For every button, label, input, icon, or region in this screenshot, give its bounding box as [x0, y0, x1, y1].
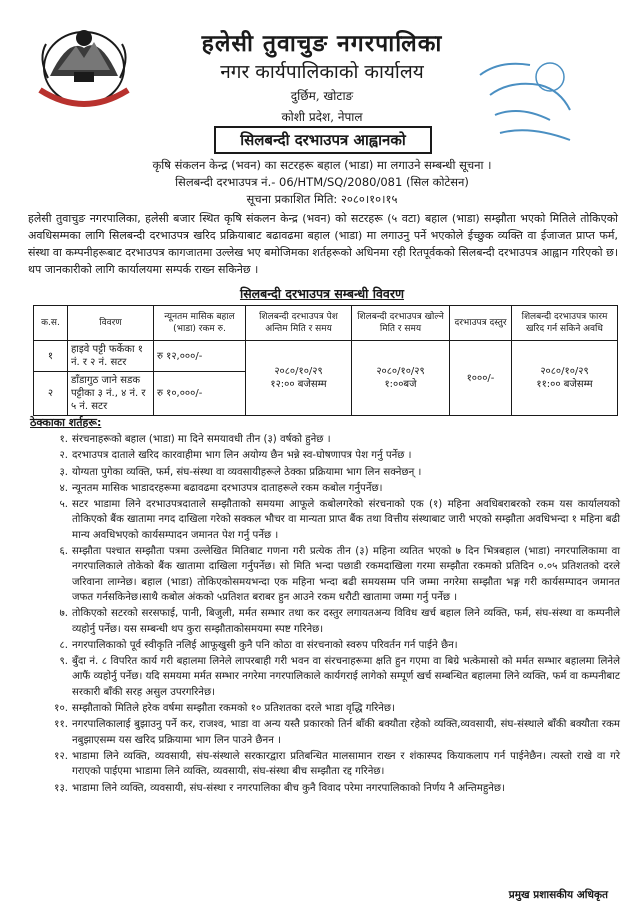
term-number: १.	[59, 434, 68, 445]
term-number: ६.	[59, 546, 68, 558]
submit-deadline-cell	[246, 341, 352, 416]
list-item	[28, 448, 620, 463]
row-min-rent: रु १०,०००/-	[154, 372, 246, 416]
term-text: योग्यता पुगेका व्यक्ति, फर्म, संघ-संस्था वा व्यवसायीहरूले ठेक्का प्रक्रियामा भाग लिन सक्नेछन् ।	[72, 466, 422, 478]
open-time: १:००बजे	[384, 379, 417, 390]
term-text: सम्झौता पश्चात सम्झौता पत्रमा उल्लेखित मितिबाट गणना गरी प्रत्येक तीन (३) महिना व्यतित भएको ७ दिन भित्रबहाल (भाडा) नगरपालिकामा वा नगरपालिकाले तोकेको बैंक खातामा दाखिला गर्नुपर्नेछ। सो मिति भन्दा पछाडी रकमदाखिला गरमा सम्झौता रकमको प्रतिदिन ०.०५ प्रतिशतको दरले जरिवाना लाग्नेछ। बहाल (भाडा) तोकिएकोसमयभन्दा एक महिना भन्दा बढी समयसम्म पनि जम्मा नगरेमा सम्झौता भङ्ग गरी कार्यसम्पादन जमानत जफत गर्नसकिनेछ।साथै कबोल अंकको ५प्रतिशत बराबर हुन आउने रकम धरौटी खातामा जम्मा गर्नु पर्नेछ ।	[72, 546, 620, 603]
term-number: ८.	[59, 639, 68, 651]
list-item	[28, 544, 620, 605]
row-sn: १	[34, 341, 68, 372]
list-item	[28, 481, 620, 496]
term-text: संरचनाहरूको बहाल (भाडा) मा दिने समयावधी तीन (३) वर्षको हुनेछ ।	[72, 434, 331, 445]
office-location: दुर्छिम, खोटाङ	[290, 89, 354, 103]
term-number: १२.	[54, 750, 68, 762]
row-min-rent: रु १२,०००/-	[154, 341, 246, 372]
term-text: तोकिएको सटरको सरसफाई, पानी, बिजुली, मर्मत सम्भार तथा कर दस्तुर लगायतअन्य विविध खर्च बहाल लिने व्यक्ति, फर्म, संघ-संस्था वा कम्पनीले व्यहोर्नु पर्नेछ। यस सम्बन्धी थप कुरा सम्झौताकोसमयमा स्पष्ट गरिनेछ।	[72, 608, 620, 635]
open-date: २०८०/१०/२९	[376, 366, 425, 377]
term-number: १३.	[54, 782, 68, 794]
term-text: बुँदा नं. ८ विपरित कार्य गरी बहालमा लिनेले लापरबाही गरी भवन वा संरचनाहरूमा क्षति हुन गएमा वा बिग्रे भत्केमासो को मर्मत सम्भार बहालमा लिनेले आफैं व्यहोर्नु पर्नेछ। यदि समयमा मर्मत सम्भार नगरेमा नगरपालिकाले कार्यगराई लागेको सम्पूर्ण खर्च सम्बन्धित बहालमा लिने व्यक्ति, फर्म वा कम्पनीबाट सरकारी बाँकी सरह असुल उपरगरिनेछ।	[72, 656, 620, 698]
list-item	[28, 432, 620, 447]
term-text: सटर भाडामा लिने दरभाउपत्रदाताले सम्झौताको समयमा आफूले कबोलगरेको संरचनाको एक (१) महिना अवधिबराबरको रकम यस कार्यालयको तोकिएको बैंक खातामा नगद दाखिला गरेको सक्कल भौचर वा मान्यता प्राप्त बैंक तथा वित्तीय संस्थाबाट जारी भएको सम्झौता अवधिभन्दा १ महिना बढी मान्य अवधिभएको कार्यसम्पादन जमानत पेश गर्नु पर्नेछ ।	[72, 499, 620, 541]
bid-details-table	[33, 305, 618, 416]
col-header-description: विवरण	[68, 306, 154, 341]
signatory-title: प्रमुख प्रशासकीय अधिकृत	[508, 889, 608, 901]
row-description: हाइवे पट्टी फर्केका १ नं. र २ नं. सटर	[68, 341, 154, 372]
col-header-submit-deadline: शिलबन्दी दरभाउपत्र पेश अन्तिम मिति र समय	[246, 306, 352, 341]
col-header-min-rent: न्यूनतम मासिक बहाल (भाडा) रकम रु.	[154, 306, 246, 341]
term-text: सम्झौताको मितिले हरेक वर्षमा सम्झौता रकमको १० प्रतिशतका दरले भाडा वृद्धि गरिनेछ।	[72, 703, 395, 715]
term-number: ४.	[59, 482, 68, 494]
submit-date: २०८०/१०/२९	[274, 366, 323, 377]
list-item	[28, 654, 620, 700]
term-number: ७.	[59, 608, 68, 620]
list-item	[28, 465, 620, 480]
terms-list	[28, 432, 620, 797]
term-text: दरभाउपत्र दाताले खरिद कारवाहीमा भाग लिन अयोग्य छैन भन्ने स्व-घोषणापत्र पेश गर्नु पर्नेछ ।	[72, 450, 412, 462]
notice-banner-title: सिलबन्दी दरभाउपत्र आह्वानको	[214, 126, 432, 154]
col-header-sn: क.स.	[34, 306, 68, 341]
term-text: न्यूनतम मासिक भाडादरहरूमा बढावढमा दरभाउपत्र दाताहरूले रकम कबोल गर्नुपर्नेछ।	[72, 482, 383, 494]
term-text: भाडामा लिने व्यक्ति, व्यवसायी, संघ-संस्थाले सरकारद्वारा प्रतिबन्धित मालसामान राख्न र शंकास्पद कियाकलाप गर्न पाईनेछैन। त्यस्तो राखे वा गरे गराएको पाईएमा भाडामा लिने व्यक्ति, व्यवसायी, संघ-संस्था बीच सम्झौता रद्द गरिनेछ।	[72, 750, 620, 778]
purchase-date: २०८०/१०/२९	[540, 366, 589, 377]
list-item	[28, 717, 620, 748]
opening-cell	[352, 341, 450, 416]
term-text: नगरपालिकालाई बुझाउनु पर्ने कर, राजश्व, भाडा वा अन्य यस्तै प्रकारको तिर्न बाँकी बक्यौता रहेको व्यक्ति,व्यवसायी, संघ-संस्थाले बाँकी बक्यौता रकम नबुझाएसम्म यस खरिद प्रक्रियामा भाग लिन पाउने छैनन ।	[72, 719, 620, 746]
submit-time: १२:०० बजेसम्म	[270, 379, 327, 390]
intro-paragraph: हलेसी तुवाचुङ नगरपालिका, हलेसी बजार स्थित कृषि संकलन केन्द्र (भवन) को सटरहरू (५ वटा) बहाल (भाडा) सम्झौता भएको मितिले तोकिएको अवधिसम्मका लागि सिलबन्दी दरभाउपत्र खरिद प्रक्रियाबाट बढावढमा बहाल (भाडा) मा लगाउनु पर्ने भएकोले ईच्छुक व्यक्ति वा ईजाजत प्राप्त फर्म, संस्था वा कम्पनीहरूबाट दरभाउपत्र कागजातमा उल्लेख भए बमोजिमका शर्तहरूको अधिनमा रही रितपूर्वकको सिलबन्दी दरभाउपत्र आह्वान गरिएको छ। थप जानकारीको लागि कार्यालयमा सम्पर्क राख्न सकिनेछ ।	[28, 212, 618, 276]
list-item	[28, 497, 620, 543]
list-item	[28, 606, 620, 637]
table-row	[34, 341, 618, 372]
list-item	[28, 638, 620, 653]
list-item	[28, 749, 620, 780]
term-text: नगरपालिकाको पूर्व स्वीकृति नलिई आफूखुसी कुनै पनि कोठा वा संरचनाको स्वरुप परिवर्तन गर्न पाईने छैन।	[72, 639, 458, 651]
publish-date: सूचना प्रकाशित मिति: २०८०।१०।१५	[246, 192, 398, 206]
table-title: सिलबन्दी दरभाउपत्र सम्बन्धी विवरण	[239, 286, 405, 301]
bid-number: सिलबन्दी दरभाउपत्र नं.- 06/HTM/SQ/2080/081 (सिल कोटेसन)	[175, 175, 469, 189]
office-province: कोशी प्रदेश, नेपाल	[281, 110, 363, 124]
notice-subject: कृषि संकलन केन्द्र (भवन) का सटरहरू बहाल (भाडा) मा लगाउने सम्बन्धी सूचना ।	[152, 158, 492, 172]
row-description: डाँडागुठ जाने सडक पट्टीका ३ नं., ४ नं. र ५ नं. सटर	[68, 372, 154, 416]
term-number: ९.	[59, 656, 68, 668]
term-text: भाडामा लिने व्यक्ति, व्यवसायी, संघ-संस्था र नगरपालिका बीच कुनै विवाद परेमा नगरपालिकाको निर्णय नै अन्तिमहुनेछ।	[72, 782, 505, 794]
list-item	[28, 781, 620, 796]
terms-heading: ठेक्काका शर्तहरू:	[30, 416, 102, 429]
fee-cell: १०००/-	[450, 341, 512, 416]
table-header-row	[34, 306, 618, 341]
list-item	[28, 701, 620, 716]
term-number: ३.	[59, 466, 68, 478]
col-header-purchase-period: शिलबन्दी दरभाउपत्र फारम खरिद गर्न सकिने अवधि	[512, 306, 618, 341]
term-number: ११.	[54, 719, 68, 731]
purchase-period-cell	[512, 341, 618, 416]
term-number: १०.	[54, 703, 68, 715]
col-header-opening-date: शिलबन्दी दरभाउपत्र खोल्ने मिति र समय	[352, 306, 450, 341]
col-header-fee: दरभाउपत्र दस्तुर	[450, 306, 512, 341]
municipality-name: हलेसी तुवाचुङ नगरपालिका	[201, 30, 443, 57]
purchase-time: ११:०० बजेसम्म	[536, 379, 593, 390]
term-number: २.	[59, 450, 68, 462]
office-name: नगर कार्यपालिकाको कार्यालय	[220, 61, 424, 83]
row-sn: २	[34, 372, 68, 416]
term-number: ५.	[59, 499, 68, 511]
